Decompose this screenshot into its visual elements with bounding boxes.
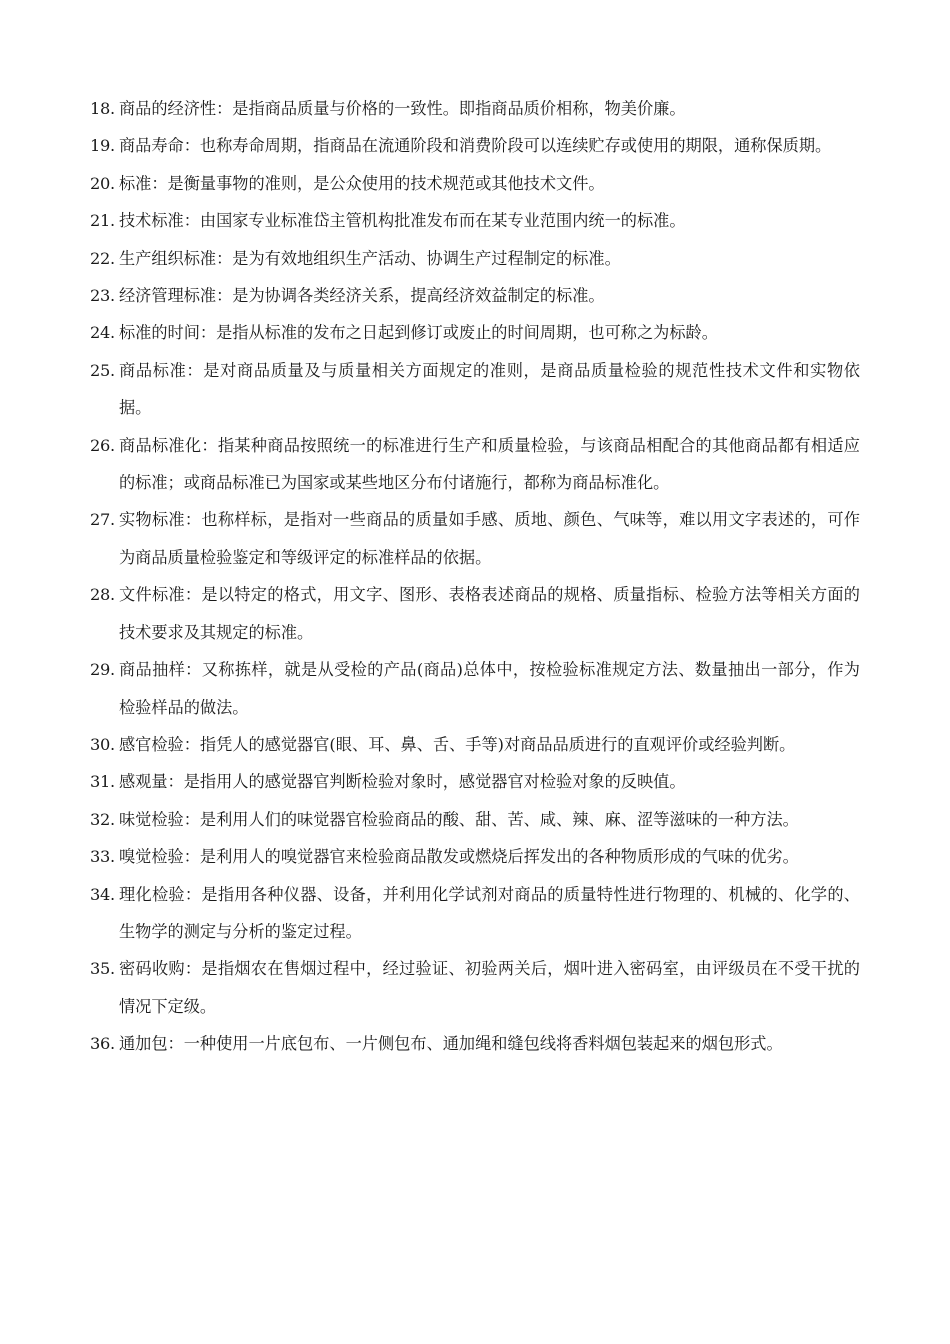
item-number: 21. (90, 211, 115, 231)
item-number: 32. (90, 809, 115, 829)
item-number: 22. (90, 248, 115, 268)
item-text: 商品寿命：也称寿命周期，指商品在流通阶段和消费阶段可以连续贮存或使用的期限，通称保质期。 (119, 136, 832, 156)
item-number: 23. (90, 286, 115, 306)
item-text: 商品标准化：指某种商品按照统一的标准进行生产和质量检验，与该商品相配合的其他商品都有相适应的标准；或商品标准已为国家或某些地区分布付诸施行，都称为商品标准化。 (119, 435, 860, 493)
item-number: 20. (90, 173, 115, 193)
definition-item (90, 165, 860, 202)
definition-item (90, 876, 860, 951)
item-number: 33. (90, 847, 115, 867)
definition-item (90, 950, 860, 1025)
definition-item (90, 651, 860, 726)
item-number: 18. (90, 99, 115, 118)
item-text: 感观量：是指用人的感觉器官判断检验对象时，感觉器官对检验对象的反映值。 (119, 772, 686, 792)
definition-item (90, 277, 860, 314)
definition-item (90, 90, 860, 127)
item-text: 理化检验：是指用各种仪器、设备，并利用化学试剂对商品的质量特性进行物理的、机械的、化学的、生物学的测定与分析的鉴定过程。 (119, 884, 860, 941)
item-number: 24. (90, 323, 115, 343)
item-number: 34. (90, 884, 115, 904)
definition-item (90, 240, 860, 277)
definition-item (90, 1025, 860, 1062)
item-number: 31. (90, 772, 115, 792)
item-text: 通加包：一种使用一片底包布、一片侧包布、通加绳和缝包线将香料烟包装起来的烟包形式。 (119, 1034, 783, 1054)
definition-item (90, 576, 860, 651)
item-text: 经济管理标准：是为协调各类经济关系，提高经济效益制定的标准。 (119, 286, 605, 306)
item-text: 生产组织标准：是为有效地组织生产活动、协调生产过程制定的标准。 (119, 248, 621, 268)
item-number: 26. (90, 435, 115, 455)
definition-item (90, 352, 860, 427)
item-text: 实物标准：也称样标，是指对一些商品的质量如手感、质地、颜色、气味等，难以用文字表述的，可作为商品质量检验鉴定和等级评定的标准样品的依据。 (119, 510, 860, 567)
item-text: 标准的时间：是指从标准的发布之日起到修订或废止的时间周期，也可称之为标龄。 (119, 323, 718, 343)
definition-item (90, 427, 860, 502)
item-text: 密码收购：是指烟农在售烟过程中，经过验证、初验两关后，烟叶进入密码室，由评级员在不受干扰的情况下定级。 (119, 959, 860, 1016)
item-text: 商品抽样：又称拣样，就是从受检的产品(商品)总体中，按检验标准规定方法、数量抽出一部分，作为检验样品的做法。 (119, 660, 860, 717)
definition-item (90, 314, 860, 351)
item-number: 35. (90, 959, 115, 979)
item-number: 36. (90, 1034, 115, 1054)
definition-item (90, 202, 860, 239)
item-number: 28. (90, 585, 115, 605)
definition-item (90, 501, 860, 576)
item-text: 嗅觉检验：是利用人的嗅觉器官来检验商品散发或燃烧后挥发出的各种物质形成的气味的优劣。 (119, 847, 799, 867)
definition-item (90, 838, 860, 875)
item-number: 29. (90, 660, 115, 680)
item-text: 商品标准：是对商品质量及与质量相关方面规定的准则，是商品质量检验的规范性技术文件和实物依据。 (119, 360, 860, 418)
item-number: 27. (90, 510, 115, 530)
document-page (90, 90, 860, 1063)
item-text: 文件标准：是以特定的格式，用文字、图形、表格表述商品的规格、质量指标、检验方法等相关方面的技术要求及其规定的标准。 (119, 585, 860, 642)
item-number: 30. (90, 734, 115, 754)
definition-item (90, 726, 860, 763)
item-text: 感官检验：指凭人的感觉器官(眼、耳、鼻、舌、手等)对商品品质进行的直观评价或经验判断。 (119, 734, 796, 754)
item-text: 标准：是衡量事物的准则，是公众使用的技术规范或其他技术文件。 (119, 173, 605, 193)
item-text: 技术标准：由国家专业标准岱主管机构批准发布而在某专业范围内统一的标准。 (119, 211, 686, 231)
item-text: 味觉检验：是利用人们的味觉器官检验商品的酸、甜、苦、咸、辣、麻、涩等滋味的一种方法。 (119, 809, 799, 829)
definition-item (90, 763, 860, 800)
item-number: 19. (90, 136, 115, 156)
item-number: 25. (90, 360, 115, 380)
definition-item (90, 801, 860, 838)
item-text: 商品的经济性：是指商品质量与价格的一致性。即指商品质价相称，物美价廉。 (119, 99, 686, 118)
definition-item (90, 127, 860, 164)
